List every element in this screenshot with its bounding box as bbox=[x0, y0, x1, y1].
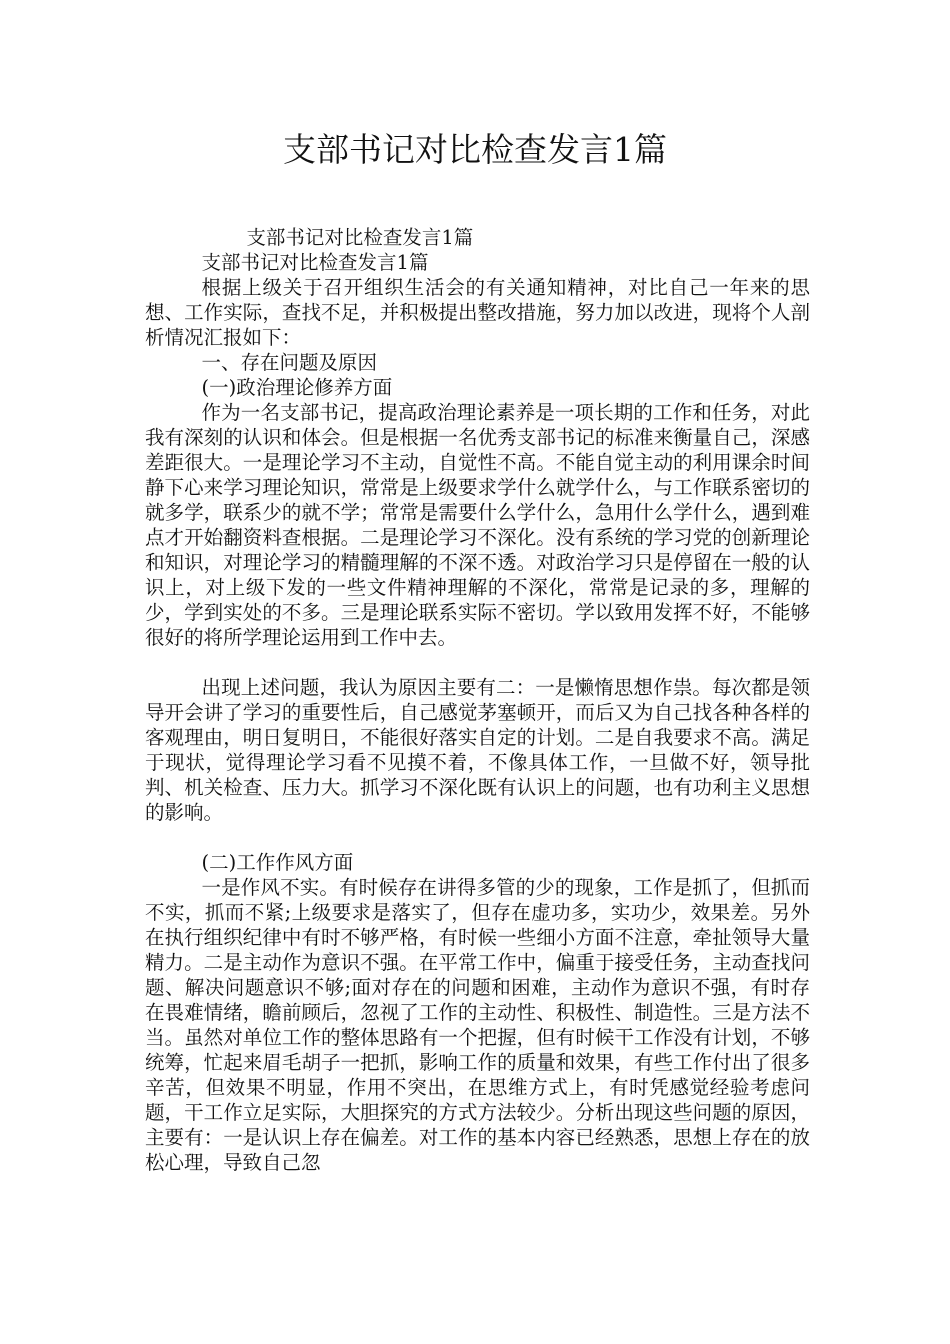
section-heading-1: 一、存在问题及原因 bbox=[201, 351, 378, 374]
subsection-heading-2: (二)工作作风方面 bbox=[201, 851, 354, 874]
document-subtitle: 支部书记对比检查发言1篇 bbox=[246, 226, 474, 249]
paragraph-theory-study: 作为一名支部书记，提高政治理论素养是一项长期的工作和任务，对此我有深刻的认识和体会。但是根据一名优秀支部书记的标准来衡量自己，深感差距很大。一是理论学习不主动，自觉性不高。不能自觉主动的利用课余时间静下心来学习理论知识，常常是上级要求学什么就学什么，与工作联系密切的就多学，联系少的就不学；常常是需要什么学什么，急用什么学什么，遇到难点才开始翻资料查根据。二是理论学习不深化。没有系统的学习党的创新理论和知识，对理论学习的精髓理解的不深不透。对政治学习只是停留在一般的认识上，对上级下发的一些文件精神理解的不深化，常常是记录的多，理解的少，学到实处的不多。三是理论联系实际不密切。学以致用发挥不好，不能够很好的将所学理论运用到工作中去。 bbox=[145, 401, 810, 649]
intro-paragraph: 根据上级关于召开组织生活会的有关通知精神，对比自己一年来的思想、工作实际，查找不足，并积极提出整改措施，努力加以改进，现将个人剖析情况汇报如下： bbox=[145, 276, 810, 349]
document-title: 支部书记对比检查发言1篇 bbox=[283, 130, 667, 169]
document-body bbox=[145, 225, 810, 1175]
paragraph-causes: 出现上述问题，我认为原因主要有二：一是懒惰思想作祟。每次都是领导开会讲了学习的重要性后，自己感觉茅塞顿开，而后又为自己找各种各样的客观理由，明日复明日，不能很好落实自定的计划。二是自我要求不高。满足于现状，觉得理论学习看不见摸不着，不像具体工作，一旦做不好，领导批判、机关检查、压力大。抓学习不深化既有认识上的问题，也有功利主义思想的影响。 bbox=[145, 676, 810, 824]
paragraph-work-style: 一是作风不实。有时候存在讲得多管的少的现象，工作是抓了，但抓而不实，抓而不紧;上级要求是落实了，但存在虚功多，实功少，效果差。另外在执行组织纪律中有时不够严格，有时候一些细小方面不注意，牵扯领导大量精力。二是主动作为意识不强。在平常工作中，偏重于接受任务，主动查找问题、解决问题意识不够;面对存在的问题和困难，主动作为意识不强，有时存在畏难情绪，瞻前顾后，忽视了工作的主动性、积极性、制造性。三是方法不当。虽然对单位工作的整体思路有一个把握，但有时候干工作没有计划，不够统筹，忙起来眉毛胡子一把抓，影响工作的质量和效果，有些工作付出了很多辛苦，但效果不明显，作用不突出，在思维方式上，有时凭感觉经验考虑问题，干工作立足实际，大胆探究的方式方法较少。分析出现这些问题的原因，主要有：一是认识上存在偏差。对工作的基本内容已经熟悉，思想上存在的放松心理，导致自己忽 bbox=[145, 876, 810, 1174]
subsection-heading-1: (一)政治理论修养方面 bbox=[201, 376, 393, 399]
document-subtitle-repeat: 支部书记对比检查发言1篇 bbox=[201, 251, 429, 274]
